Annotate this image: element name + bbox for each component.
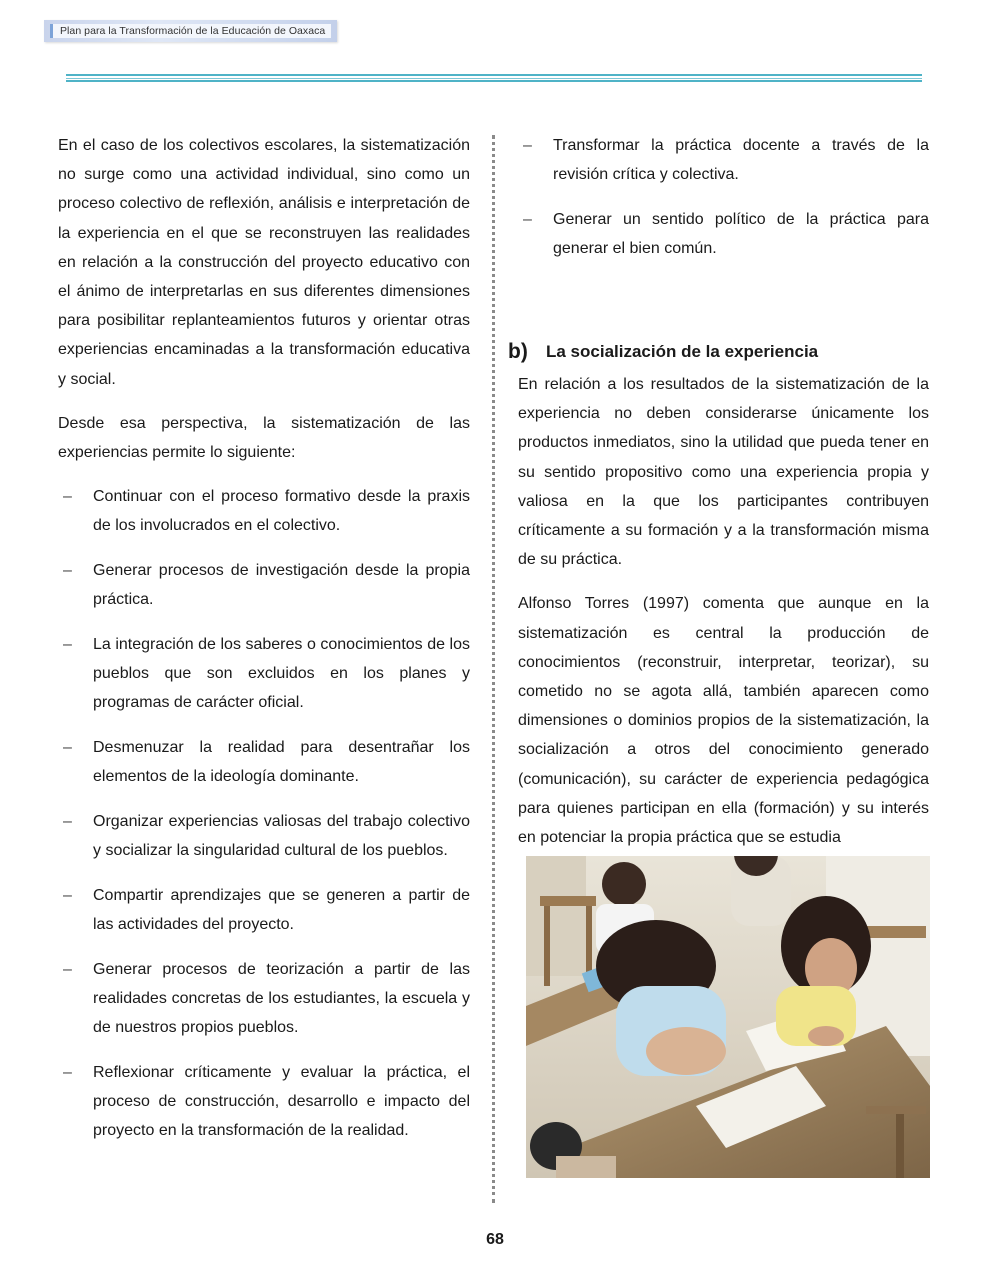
section-heading [508,337,938,367]
header-rule [66,78,922,79]
bullet-list [58,482,470,1145]
list-item [58,807,470,865]
header-rule [66,74,922,76]
page-number: 68 [486,1231,504,1248]
dash-marker: – [63,886,72,904]
list-item-text: Transformar la práctica docente a través de la revisión crítica y colectiva. [553,137,929,184]
list-item [58,733,470,791]
dash-marker: – [63,1063,72,1081]
list-item [58,881,470,939]
list-item-text: La integración de los saberes o conocimientos de los pueblos que son excluidos en los planes y programas de carácter oficial. [93,636,470,712]
dash-marker: – [63,739,72,757]
paragraph: En el caso de los colectivos escolares, la sistematización no surge como una actividad individual, sino como un proceso colectivo de reflexión, análisis e interpretación de la experiencia en el que se reconstruyen las realidades en relación a la construcción del proyecto educativo con el ánimo de interpretarlas en sus diferentes dimensiones para posibilitar replanteamientos futuros y orientar otras experiencias encaminadas a la transformación educativa y social. [58,137,470,388]
list-item-text: Continuar con el proceso formativo desde la praxis de los involucrados en el colectivo. [93,488,470,535]
list-item-text: Generar procesos de teorización a partir de las realidades concretas de los estudiantes, la escuela y de nuestros propios pueblos. [93,960,470,1037]
section-letter: b) [508,340,528,363]
running-header-title: Plan para la Transformación de la Educación de Oaxaca [60,25,326,37]
dash-marker: – [63,562,72,580]
left-column [58,131,470,1161]
list-item [58,1058,470,1146]
list-item-text: Generar procesos de investigación desde la propia práctica. [93,562,470,609]
list-item-text: Organizar experiencias valiosas del trabajo colectivo y socializar la singularidad cultural de los pueblos. [93,813,470,860]
dash-marker: – [63,636,72,654]
list-item [518,205,929,263]
paragraph: Desde esa perspectiva, la sistematización de las experiencias permite lo siguiente: [58,414,470,462]
paragraph: Alfonso Torres (1997) comenta que aunque en la sistematización es central la producción de conocimientos (reconstruir, interpretar, teorizar), su cometido no se agota allá, también aparecen como dimensiones o dominios propios de la sistematización, la socialización a otros del conocimiento generado (comunicación), su carácter de experiencia pedagógica para quienes participan en ella (formación) y su interés en potenciar la propia práctica que se estudia [518,595,929,847]
column-divider [492,135,495,1203]
list-item [58,955,470,1043]
dash-marker: – [63,813,72,831]
header-rule [66,80,922,82]
list-item [518,131,929,189]
list-item [58,630,470,718]
list-item [58,482,470,540]
right-column-list [518,131,929,279]
classroom-photo-illustration [526,856,930,1178]
list-item-text: Compartir aprendizajes que se generen a partir de las actividades del proyecto. [93,886,470,934]
section-title: La socialización de la experiencia [546,342,819,361]
classroom-photo [526,856,930,1178]
list-item-text: Desmenuzar la realidad para desentrañar los elementos de la ideología dominante. [93,739,470,786]
list-item-text: Reflexionar críticamente y evaluar la práctica, el proceso de construcción, desarrollo e impacto del proyecto en la transformación de la realidad. [93,1063,470,1140]
dash-marker: – [523,137,532,154]
list-item-text: Generar un sentido político de la práctica para generar el bien común. [553,210,929,258]
paragraph: En relación a los resultados de la sistematización de la experiencia no deben considerarse únicamente los productos inmediatos, sino la utilidad que pueda tener en su sentido propositivo como una experiencia propia y valiosa en la que los participantes contribuyen críticamente a su formación y a la transformación misma de su práctica. [518,376,929,569]
bullet-list [518,131,929,263]
dash-marker: – [523,210,532,228]
dash-marker: – [63,488,72,506]
right-column-body [518,370,929,867]
list-item [58,556,470,614]
running-header [44,20,337,42]
dash-marker: – [63,960,72,978]
